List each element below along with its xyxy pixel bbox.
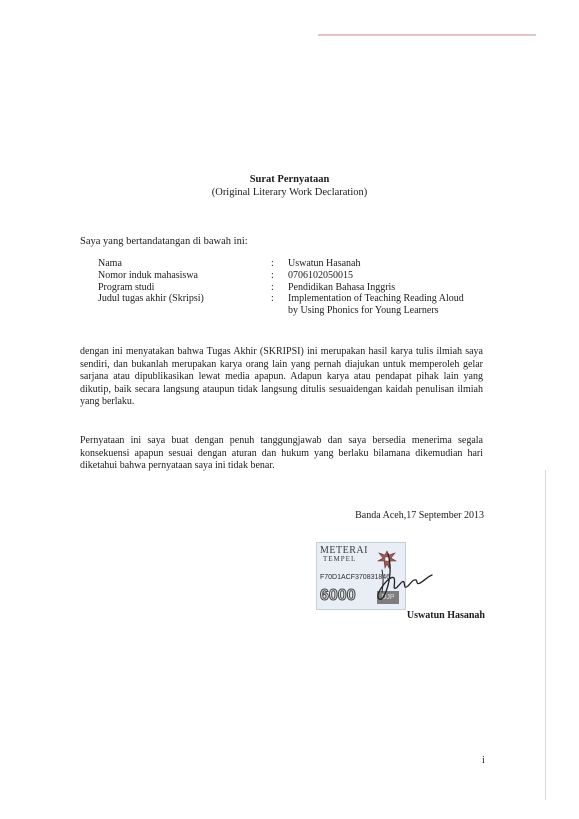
declaration-paragraph: dengan ini menyatakan bahwa Tugas Akhir (SKRIPSI) ini merupakan hasil karya tulis ilmiah saya sendiri, dan bukanlah merupakan karya orang lain yang pernah diajukan untuk memperoleh gelar sarjana atau dipublikasikan lewat media apapun. Adapun karya atau pendapat pihak lain yang dikutip, baik secara langsung ataupun tidak langsung ditulis sesuaidengan kaidah penulisan ilmiah yang berlaku. (80, 346, 483, 408)
identity-fields (98, 258, 478, 317)
page-number: i (482, 755, 485, 766)
stamp-subtitle: TEMPEL (323, 555, 357, 563)
handwritten-signature (330, 548, 440, 608)
field-label: Nomor induk mahasiswa (98, 269, 198, 281)
field-value: 0706102050015 (288, 269, 353, 281)
field-label: Judul tugas akhir (Skripsi) (98, 293, 204, 305)
field-label: Program studi (98, 281, 155, 293)
document-subtitle: (Original Literary Work Declaration) (211, 187, 368, 198)
place-date: Banda Aceh,17 September 2013 (355, 510, 484, 521)
stamp-value: 6000 (320, 587, 356, 604)
stamp-code: F70D1ACF370831846 (320, 574, 391, 581)
scan-edge-right (545, 470, 546, 800)
field-separator: : (271, 293, 274, 305)
field-value: Uswatun Hasanah (288, 258, 361, 269)
responsibility-paragraph: Pernyataan ini saya buat dengan penuh tanggungjawab dan saya bersedia menerima segala konsekuensi apapun sesuai dengan aturan dan hukum yang berlaku bilamana dikemudian hari diketahui bahwa pernyataan saya ini tidak benar. (80, 435, 483, 472)
field-value: Pendidikan Bahasa Inggris (288, 281, 396, 293)
intro-text: Saya yang bertandatangan di bawah ini: (80, 236, 248, 247)
field-row-name (98, 258, 478, 270)
scan-edge-top (318, 34, 536, 36)
field-separator: : (271, 281, 274, 293)
field-separator: : (271, 258, 274, 269)
signer-name: Uswatun Hasanah (406, 610, 485, 621)
field-separator: : (271, 269, 274, 281)
field-row-thesis-title (98, 293, 478, 317)
field-value: Implementation of Teaching Reading Aloud by Using Phonics for Young Learners (288, 293, 464, 317)
field-row-student-id (98, 270, 478, 282)
document-title: Surat Pernyataan (249, 174, 330, 185)
field-label: Nama (98, 258, 122, 269)
stamp-title: METERAI (320, 545, 368, 556)
field-row-program (98, 282, 478, 294)
stamp-badge: DJP (377, 591, 399, 604)
